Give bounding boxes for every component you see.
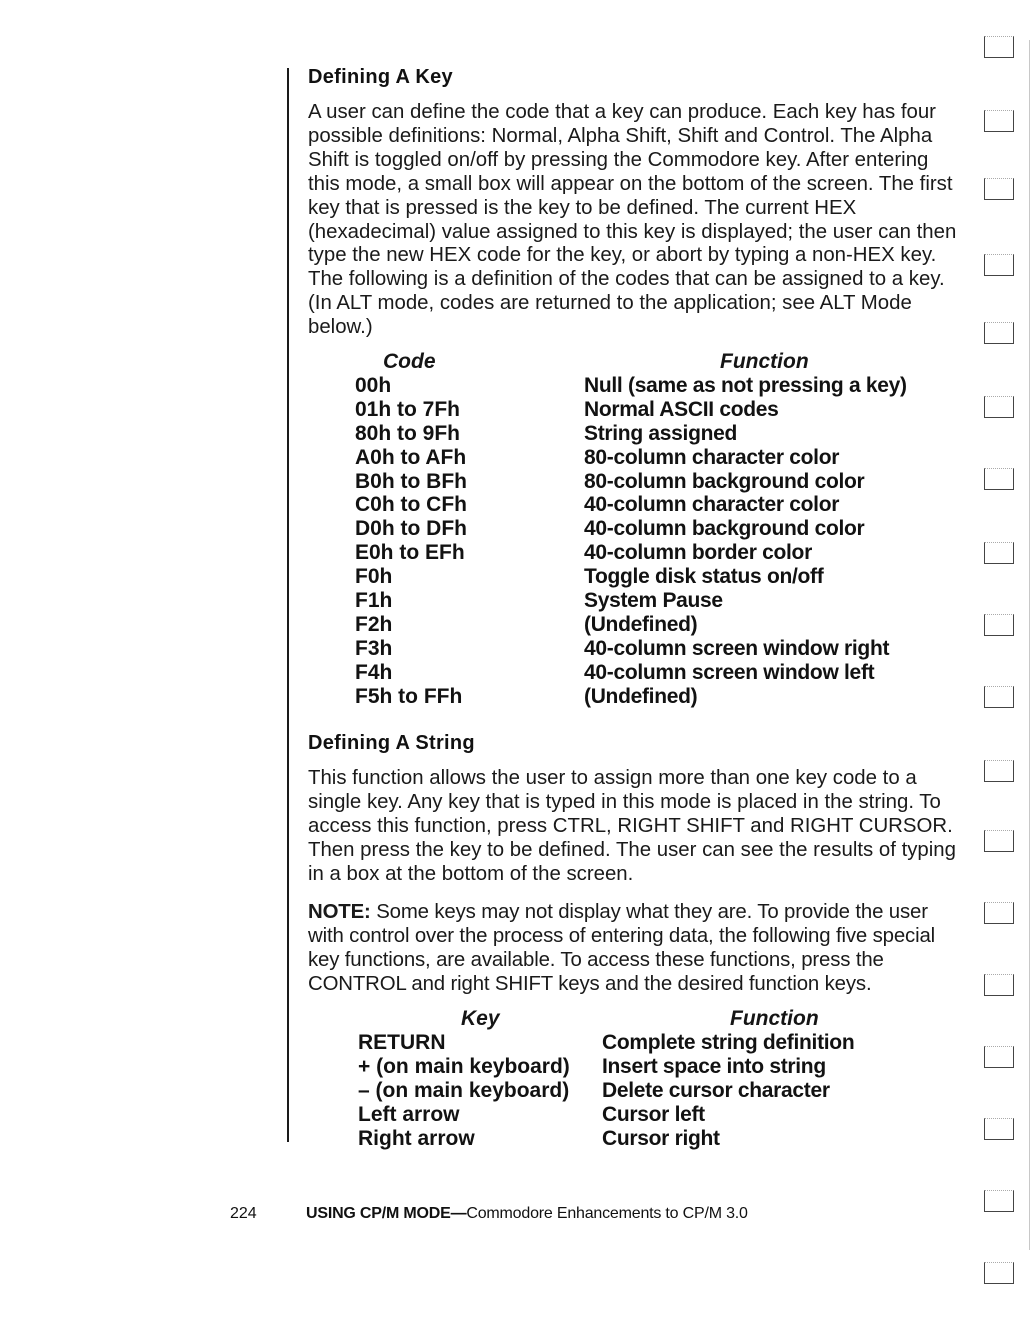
binder-hole-mark	[984, 1118, 1014, 1140]
code-cell: E0h to EFh	[355, 541, 465, 565]
binder-hole-mark	[984, 254, 1014, 276]
key-function-cell: Cursor left	[602, 1102, 705, 1126]
section-heading-defining-a-key: Defining A Key	[308, 66, 453, 88]
function-cell: Toggle disk status on/off	[584, 565, 824, 589]
key-function-cell: Delete cursor character	[602, 1078, 830, 1102]
function-cell: 80-column character color	[584, 445, 840, 469]
function-cell: 40-column background color	[584, 517, 865, 541]
binder-hole-mark	[984, 468, 1014, 490]
code-cell: 01h to 7Fh	[355, 397, 461, 421]
code-cell: F3h	[355, 636, 393, 660]
binder-hole-mark	[984, 322, 1014, 344]
binder-hole-mark	[984, 110, 1014, 132]
function-cell: Normal ASCII codes	[584, 397, 779, 421]
section-paragraph-defining-a-string: This function allows the user to assign more than one key code to a single key. Any key that is typed in this mode is placed in the string. To access this function, press CTRL, RIGHT SHIFT and RIGHT CURSOR. Then press the key to be defined. The user can see the results of typing in a box at the bottom of the screen.	[308, 767, 956, 885]
running-head-title: Commodore Enhancements to CP/M 3.0	[466, 1205, 748, 1222]
code-function-column	[584, 350, 907, 709]
binder-hole-mark	[984, 686, 1014, 708]
function-cell: 40-column border color	[584, 541, 812, 565]
running-head-chapter: USING CP/M MODE—	[306, 1205, 467, 1222]
function-cell: 40-column character color	[584, 493, 840, 517]
binder-hole-mark	[984, 1046, 1014, 1068]
function-cell: 80-column background color	[584, 469, 865, 493]
key-cell: – (on main keyboard)	[358, 1078, 570, 1102]
note-label: NOTE:	[308, 901, 371, 923]
binding-edge-rule	[1029, 40, 1030, 1250]
key-column	[358, 1007, 570, 1150]
binder-hole-mark	[984, 1262, 1014, 1284]
section-paragraph-defining-a-key: A user can define the code that a key can produce. Each key has four possible definitions: Normal, Alpha Shift, Shift and Control. The Alpha Shift is toggled on/off by pressing the Commodore key. After entering this mode, a small box will appear on the bottom of the screen. The first key that is pressed is the key to be defined. The current HEX (hexadecimal) value assigned to this key is displayed; the user can then type the new HEX code for the key, or abort by typing a non-HEX key. The following is a definition of the codes that can be assigned to a key. (In ALT mode, codes are returned to the application; see ALT Mode below.)	[308, 101, 957, 339]
section-heading-defining-a-string: Defining A String	[308, 732, 475, 754]
code-cell: F1h	[355, 589, 393, 613]
page-number: 224	[230, 1205, 257, 1222]
key-cell: Right arrow	[358, 1126, 475, 1150]
code-cell: F0h	[355, 565, 393, 589]
binder-hole-mark	[984, 614, 1014, 636]
binder-hole-mark	[984, 902, 1014, 924]
key-function-cell: Complete string definition	[602, 1030, 855, 1054]
code-cell: F4h	[355, 660, 393, 684]
code-cell: A0h to AFh	[355, 445, 467, 469]
running-head	[306, 1205, 748, 1223]
key-function-cell: Cursor right	[602, 1126, 720, 1150]
function-cell: (Undefined)	[584, 612, 698, 636]
function-cell: Null (same as not pressing a key)	[584, 373, 907, 397]
code-cell: D0h to DFh	[355, 517, 467, 541]
key-function-column	[602, 1007, 854, 1150]
binder-hole-mark	[984, 974, 1014, 996]
function-cell: 40-column screen window right	[584, 636, 890, 660]
function-column-header: Function	[720, 350, 809, 373]
binder-hole-mark	[984, 542, 1014, 564]
function-cell: (Undefined)	[584, 684, 698, 708]
code-column-header: Code	[383, 350, 436, 373]
code-column	[355, 350, 467, 709]
binder-hole-mark	[984, 36, 1014, 58]
function-cell: System Pause	[584, 589, 723, 613]
binder-hole-mark	[984, 1190, 1014, 1212]
binder-hole-mark	[984, 396, 1014, 418]
code-cell: F5h to FFh	[355, 684, 463, 708]
key-function-column-header: Function	[730, 1007, 819, 1030]
key-cell: RETURN	[358, 1030, 446, 1054]
code-cell: F2h	[355, 612, 393, 636]
code-cell: 00h	[355, 373, 392, 397]
binder-hole-marks	[984, 0, 1020, 1329]
key-function-cell: Insert space into string	[602, 1054, 826, 1078]
note-text: Some keys may not display what they are. To provide the user with control over the process of entering data, the following five special key functions, are available. To access these functions, press the CONTROL and right SHIFT keys and the desired function keys.	[308, 901, 936, 995]
function-cell: String assigned	[584, 421, 738, 445]
binder-hole-mark	[984, 830, 1014, 852]
change-bar	[287, 68, 289, 1142]
code-cell: C0h to CFh	[355, 493, 467, 517]
binder-hole-mark	[984, 178, 1014, 200]
binder-hole-mark	[984, 760, 1014, 782]
note-paragraph	[308, 901, 958, 997]
function-cell: 40-column screen window left	[584, 660, 875, 684]
code-cell: B0h to BFh	[355, 469, 467, 493]
key-cell: Left arrow	[358, 1102, 460, 1126]
code-cell: 80h to 9Fh	[355, 421, 461, 445]
key-column-header: Key	[461, 1007, 500, 1030]
key-cell: + (on main keyboard)	[358, 1054, 570, 1078]
